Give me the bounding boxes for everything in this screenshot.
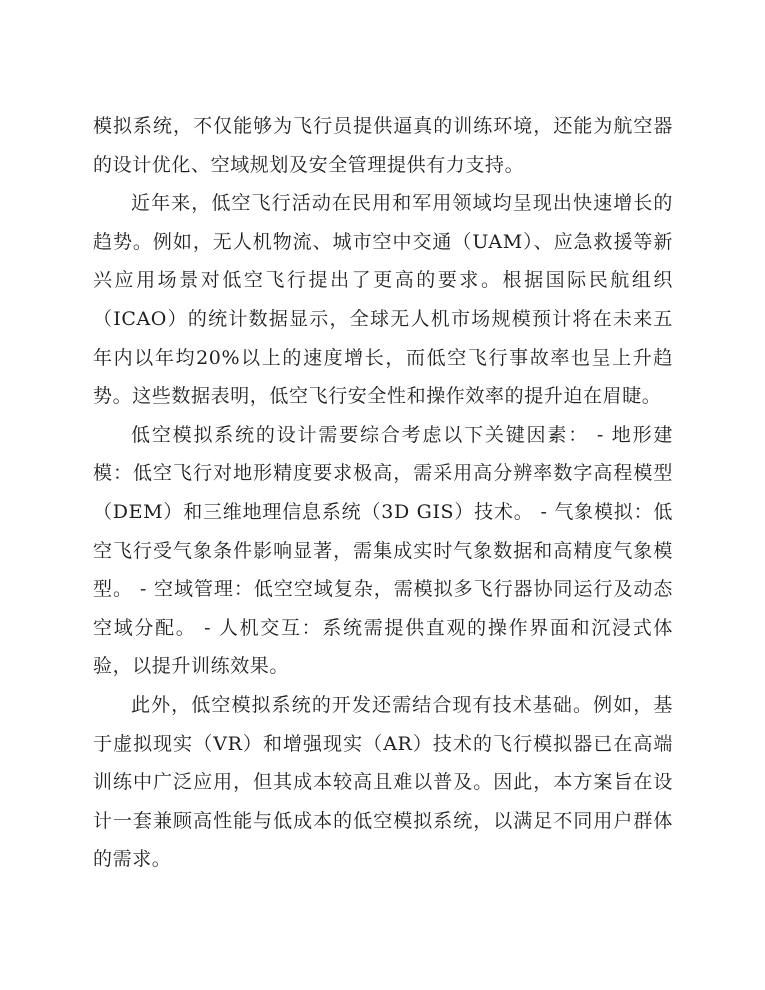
paragraph-3: 低空模拟系统的设计需要综合考虑以下关键因素： - 地形建模：低空飞行对地形精度要求极高，需采用高分辨率数字高程模型（DEM）和三维地理信息系统（3D GIS）技术。 - 气象模拟：低空飞行受气象条件影响显著，需集成实时气象数据和高精度气象模型。 - 空域管理：低空空域复杂，需模拟多飞行器协同运行及动态空域分配。 - 人机交互：系统需提供直观的操作界面和沉浸式体验，以提升训练效果。 xyxy=(93,423,673,678)
body-text xyxy=(93,107,673,879)
paragraph-4: 此外，低空模拟系统的开发还需结合现有技术基础。例如，基于虚拟现实（VR）和增强现实（AR）技术的飞行模拟器已在高端训练中广泛应用，但其成本较高且难以普及。因此，本方案旨在设计一套兼顾高性能与低成本的低空模拟系统，以满足不同用户群体的需求。 xyxy=(93,693,673,871)
paragraph-2: 近年来，低空飞行活动在民用和军用领域均呈现出快速增长的趋势。例如，无人机物流、城市空中交通（UAM）、应急救援等新兴应用场景对低空飞行提出了更高的要求。根据国际民航组织（ICAO）的统计数据显示，全球无人机市场规模预计将在未来五年内以年均20%以上的速度增长，而低空飞行事故率也呈上升趋势。这些数据表明，低空飞行安全性和操作效率的提升迫在眉睫。 xyxy=(93,192,673,408)
paragraph-1: 模拟系统，不仅能够为飞行员提供逼真的训练环境，还能为航空器的设计优化、空域规划及安全管理提供有力支持。 xyxy=(93,115,673,176)
